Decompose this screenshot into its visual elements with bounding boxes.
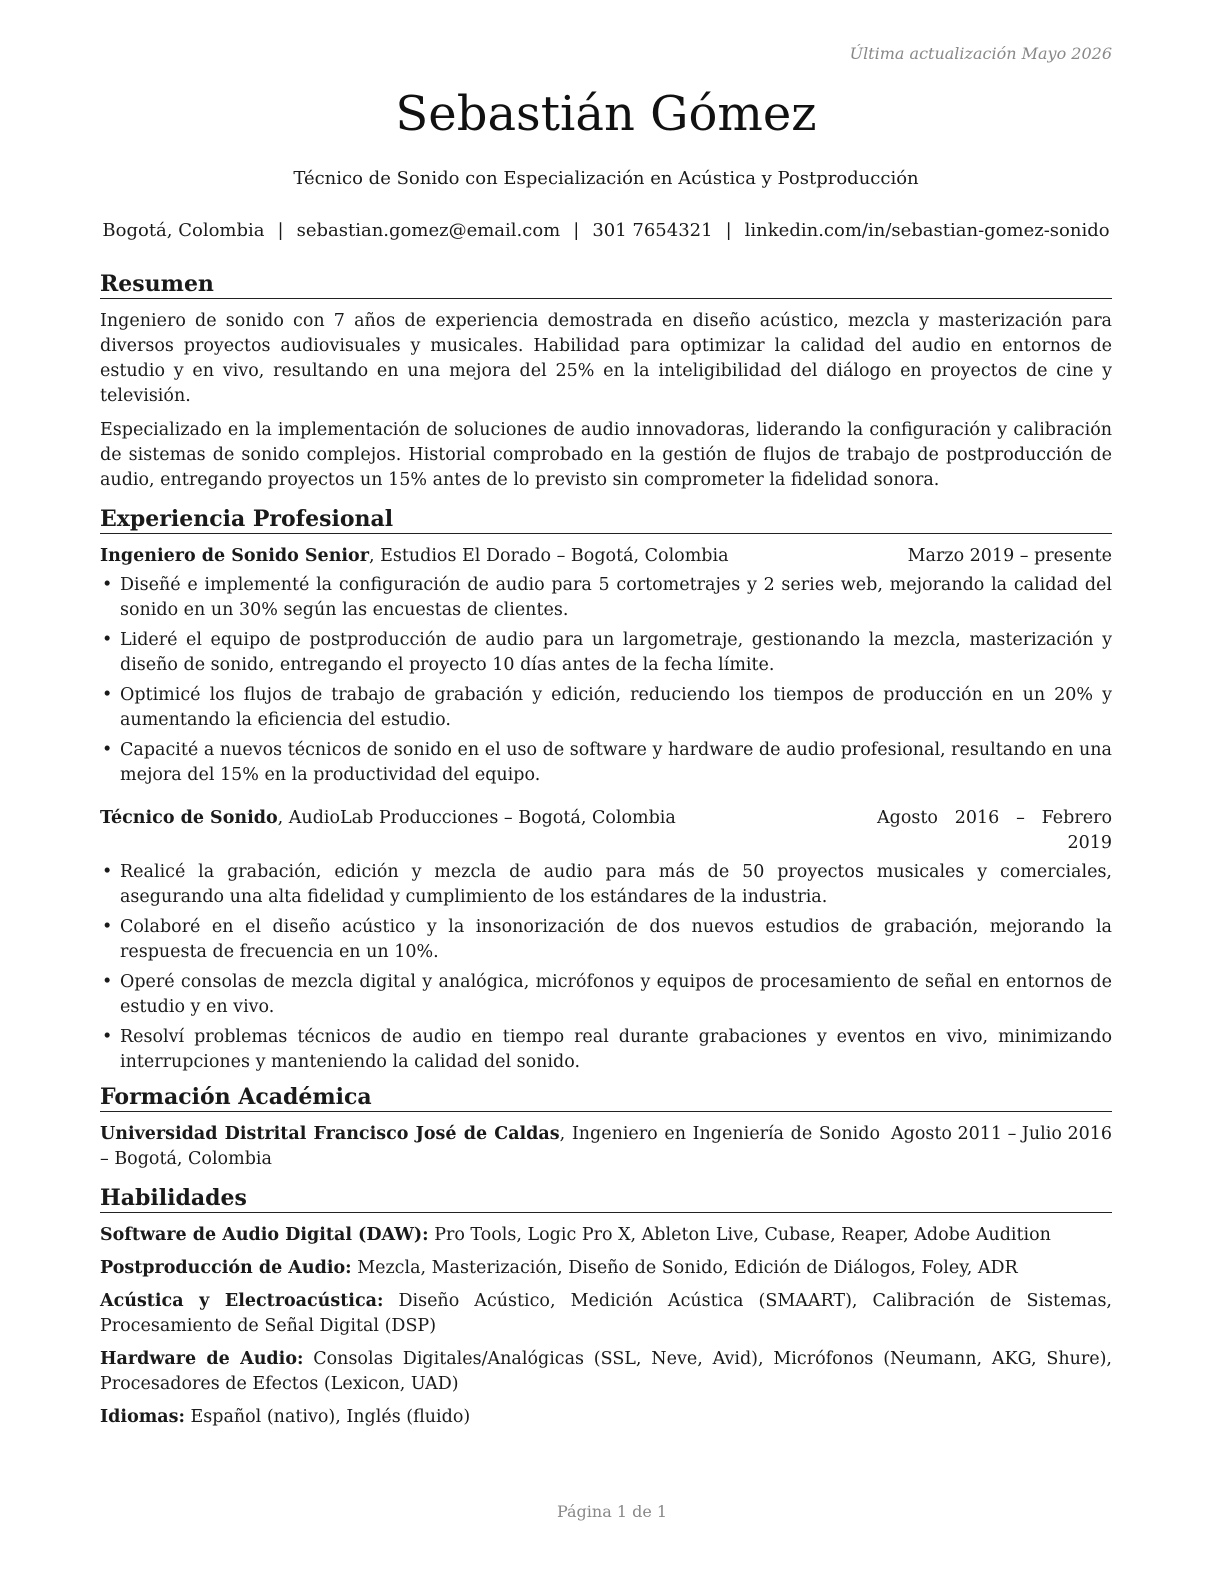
job-role: Técnico de Sonido [100, 808, 278, 828]
job-entry [100, 544, 1112, 788]
experience-section [100, 507, 1112, 1075]
contact-location: Bogotá, Colombia [102, 220, 265, 241]
summary-paragraph: Especializado en la implementación de soluciones de audio innovadoras, liderando la configuración y calibración de sistemas de sonido complejos. Historial comprobado en la gestión de flujos de trabajo de postproducción de audio, entregando proyectos un 15% antes de lo previsto sin comprometer la fidelidad sonora. [100, 420, 1112, 490]
job-header [100, 806, 1112, 856]
bullet-icon: • [102, 740, 113, 760]
contact-separator: | [277, 220, 284, 241]
summary-paragraph: Ingeniero de sonido con 7 años de experiencia demostrada en diseño acústico, mezcla y masterización para diversos proyectos audiovisuales y musicales. Habilidad para optimizar la calidad del audio en entornos de estudio y en vivo, resultando en una mejora del 25% en la inteligibilidad del diálogo en proyectos de cine y televisión. [100, 311, 1112, 406]
bullet-icon: • [102, 685, 113, 705]
job-bullets [100, 573, 1112, 788]
list-item: • Capacité a nuevos técnicos de sonido en el uso de software y hardware de audio profesional, resultando en una mejora del 15% en la productividad del equipo. [102, 740, 1112, 785]
list-item: • Optimicé los flujos de trabajo de grabación y edición, reduciendo los tiempos de producción en un 20% y aumentando la eficiencia del estudio. [102, 685, 1112, 730]
education-entry [100, 1122, 1112, 1172]
contact-separator: | [725, 220, 732, 241]
page-number: Página 1 de 1 [556, 1502, 668, 1521]
bullet-icon: • [102, 575, 113, 595]
job-company: , AudioLab Producciones – Bogotá, Colombia [277, 808, 676, 828]
list-item: • Lideré el equipo de postproducción de audio para un largometraje, gestionando la mezcla, masterización y diseño de sonido, entregando el proyecto 10 días antes de la fecha límite. [102, 630, 1112, 675]
section-title-education: Formación Académica [100, 1085, 1112, 1112]
bullet-icon: • [102, 917, 113, 937]
bullet-icon: • [102, 862, 113, 882]
education-dates: Agosto 2011 – Julio 2016 [890, 1124, 1112, 1144]
contact-phone[interactable]: 301 7654321 [592, 220, 713, 241]
section-title-experience: Experiencia Profesional [100, 507, 1112, 534]
skill-row: Software de Audio Digital (DAW): Pro Tools, Logic Pro X, Ableton Live, Cubase, Reaper, Adobe Audition [100, 1225, 1051, 1245]
contact-linkedin[interactable]: linkedin.com/in/sebastian-gomez-sonido [744, 220, 1110, 241]
job-bullets [100, 860, 1112, 1075]
skills-section [100, 1186, 1112, 1430]
list-item: • Operé consolas de mezcla digital y analógica, micrófonos y equipos de procesamiento de señal en entornos de estudio y en vivo. [102, 972, 1112, 1017]
contact-email[interactable]: sebastian.gomez@email.com [296, 220, 561, 241]
skill-row: Idiomas: Español (nativo), Inglés (fluido) [100, 1407, 471, 1427]
list-item: • Resolví problemas técnicos de audio en tiempo real durante grabaciones y eventos en vivo, minimizando interrupciones y manteniendo la calidad del sonido. [102, 1027, 1112, 1072]
list-item: • Colaboré en el diseño acústico y la insonorización de dos nuevos estudios de grabación, mejorando la respuesta de frecuencia en un 10%. [102, 917, 1112, 962]
job-header [100, 544, 1112, 569]
contact-line [80, 220, 1132, 241]
skill-row: Acústica y Electroacústica: Diseño Acústico, Medición Acústica (SMAART), Calibración de Sistemas, Procesamiento de Señal Digital (DSP) [100, 1291, 1112, 1336]
education-details: , Ingeniero en Ingeniería de Sonido – Bogotá, Colombia [100, 1124, 880, 1169]
candidate-name: Sebastián Gómez [395, 86, 817, 142]
summary-section [100, 272, 1112, 493]
contact-separator: | [573, 220, 580, 241]
bullet-icon: • [102, 972, 113, 992]
resume-body [100, 272, 1112, 1444]
skill-row: Hardware de Audio: Consolas Digitales/Analógicas (SSL, Neve, Avid), Micrófonos (Neumann, AKG, Shure), Procesadores de Efectos (Lexicon, UAD) [100, 1349, 1112, 1394]
education-section [100, 1085, 1112, 1172]
job-entry [100, 806, 1112, 1075]
bullet-icon: • [102, 1027, 113, 1047]
skill-row: Postproducción de Audio: Mezcla, Masterización, Diseño de Sonido, Edición de Diálogos, Foley, ADR [100, 1258, 1018, 1278]
job-dates: Agosto 2016 – Febrero 2019 [877, 808, 1112, 853]
section-title-summary: Resumen [100, 272, 1112, 299]
candidate-headline: Técnico de Sonido con Especialización en Acústica y Postproducción [293, 168, 919, 189]
section-title-skills: Habilidades [100, 1186, 1112, 1213]
list-item: • Diseñé e implementé la configuración de audio para 5 cortometrajes y 2 series web, mejorando la calidad del sonido en un 30% según las encuestas de clientes. [102, 575, 1112, 620]
job-company: , Estudios El Dorado – Bogotá, Colombia [368, 546, 729, 566]
education-institution: Universidad Distrital Francisco José de Caldas [100, 1124, 560, 1144]
last-updated: Última actualización Mayo 2026 [849, 44, 1112, 63]
bullet-icon: • [102, 630, 113, 650]
job-dates: Marzo 2019 – presente [907, 546, 1112, 566]
job-role: Ingeniero de Sonido Senior [100, 546, 369, 566]
list-item: • Realicé la grabación, edición y mezcla de audio para más de 50 proyectos musicales y comerciales, asegurando una alta fidelidad y cumplimiento de los estándares de la industria. [102, 862, 1112, 907]
